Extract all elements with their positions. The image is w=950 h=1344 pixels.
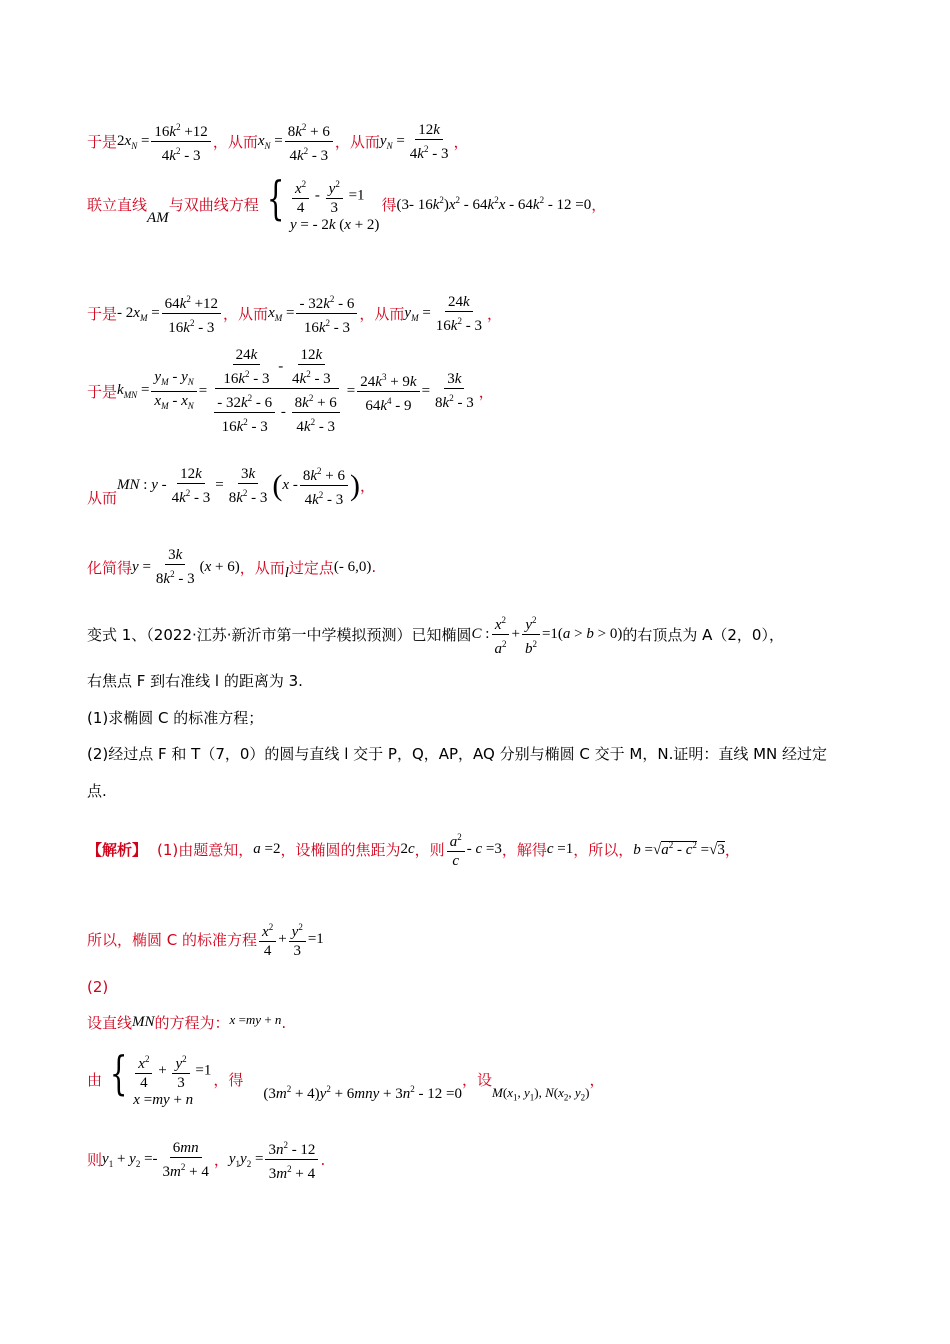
line-5: 从而 MN : y - $\frac{12k}{4k^2 - 3}$ = $\frac{3k}{8k^2 - 3}$ ( x - $\frac{8k^2 + 6}{4k^2 - 3}$ ) ， — [87, 462, 375, 509]
problem-title-a: 变式 1、（2022·江苏·新沂市第一中学模拟预测）已知椭圆 — [87, 626, 472, 644]
frac-24k: $\frac{24k}{16k^2 - 3}$ — [435, 293, 482, 334]
l4-end: ， — [478, 382, 494, 401]
solution-line-3: (2) — [87, 978, 109, 996]
line-1 — [87, 118, 468, 165]
system-mn-ellipse: { $\frac{x^2}{4}$ + $\frac{y^2}{3}$ =1 x =my + n — [109, 1046, 212, 1108]
frac-12k: $\frac{12k}{4k^2 - 3}$ — [409, 121, 449, 162]
l2-am: AM — [147, 210, 169, 226]
l3-end: ， — [486, 305, 502, 323]
l1-end: ， — [453, 133, 469, 151]
problem-q2-cont: 点. — [87, 782, 107, 800]
frac-24k3: $\frac{24k^3 + 9k}{64k^4 - 9}$ — [357, 368, 419, 415]
frac-8k2: $\frac{8k^2 + 6}{4k^2 - 3}$ — [285, 118, 333, 165]
l4-prefix: 于是 — [87, 382, 118, 401]
frac-slope-compound: $\frac{24k}{16k^2 - 3}$ - $\frac{12k}{4k^2 - 3}$ $\frac{- 32k^2 - 6}{16k^2 - 3}$ - $\frac{8k^2 + 6}{4k^2 - 3}$ — [209, 346, 345, 436]
solution-line-1: 【解析】 (1)由题意知， a =2 ，设椭圆的焦距为 2c ，则 $\frac{a^2}{c}$ - c =3 ，解得 c =1 ，所以， $b =√a^2 - c^2 =√3$ ， — [87, 828, 740, 870]
problem-q2: (2)经过点 F 和 T（7，0）的圆与直线 l 交于 P，Q，AP，AQ 分别与椭圆 C 交于 M，N.证明：直线 MN 经过定 — [87, 745, 828, 763]
problem-title: 变式 1、（2022·江苏·新沂市第一中学模拟预测）已知椭圆 C : $\frac{x^2}{a^2}$ + $\frac{y^2}{b^2}$ =1(a > b > 0) 的右顶点为 A（2，0）， — [87, 611, 784, 658]
frac-3k: $\frac{3k}{8k^2 - 3}$ — [435, 371, 474, 411]
l6-mid2: 过定点 — [288, 558, 334, 577]
frac-slope-def: $\frac{y_M - y_N}{x_M - x_N}$ — [151, 368, 196, 415]
math-xn: $x_N$ = — [257, 132, 283, 151]
math-quadratic: (3- $16k^2)x^2 - 64k^2x - 64k^2 - 12 =0$ — [396, 195, 592, 213]
l3-prefix: 于是 — [87, 305, 118, 323]
line-2 — [87, 171, 607, 234]
l6-end: . — [371, 558, 377, 576]
solution-line-6: 则 $y_1 + y_2$ =- $\frac{6mn}{3m^2 + 4}$ ， $y_1y_2$ = $\frac{3n^2 - 12}{3m^2 + 4}$ . — [87, 1136, 325, 1183]
l2-de: 得 — [381, 196, 397, 214]
problem-q1: (1)求椭圆 C 的标准方程； — [87, 709, 264, 727]
math-mn-line: MN : y - — [117, 477, 167, 493]
solution-tag: 【解析】 — [87, 840, 148, 859]
math-xm: $x_M$ = — [268, 304, 295, 323]
math-kmn: $k_{MN}$ = — [117, 382, 150, 400]
l2-prefix: 联立直线 — [87, 196, 148, 214]
frac-32k2: $\frac{- 32k^2 - 6}{16k^2 - 3}$ — [296, 290, 357, 337]
l1-mid2: ，从而 — [334, 133, 380, 151]
math-2xn: $2x_N$ = — [117, 132, 150, 151]
problem-title-b: 的右顶点为 A（2，0）， — [622, 626, 784, 644]
l2-end: ， — [591, 196, 607, 214]
l5-prefix: 从而 — [87, 489, 118, 507]
solution-line-2: 所以，椭圆 C 的标准方程 $\frac{x^2}{4}$ + $\frac{y^2}{3}$ =1 — [87, 918, 324, 960]
solution-line-5: 由 { $\frac{x^2}{4}$ + $\frac{y^2}{3}$ =1 x =my + n ，得 $(3m^2 + 4)y^2 + 6mny + 3n^2 - 12 =0$ ，设 $M(x_1$, $y_1$), $N(x_2$, $y_2$) ， — [87, 1046, 605, 1108]
l1-mid: ，从而 — [212, 133, 258, 151]
solution-line-4: 设直线 MN 的方程为： x =my + n . — [87, 1011, 287, 1032]
line-3 — [87, 290, 502, 337]
math-yn: $y_N$ = — [379, 132, 405, 151]
line-6: 化简得 y = $\frac{3k}{8k^2 - 3}$ (x + 6) ，从而 l 过定点 (- 6,0) . — [87, 547, 377, 587]
l3-mid2: ，从而 — [359, 305, 405, 323]
l2-mid: 与双曲线方程 — [168, 196, 259, 214]
line-4: 于是 $k_{MN}$ = $\frac{y_M - y_N}{x_M - x_N}$ = $\frac{24k}{16k^2 - 3}$ - $\frac{12k}{4k^2 - 3}$ $\frac{- 32k^2 - 6}{16k^2 - 3}$ - $\frac{8k^2 + 6}{4k^2 - 3}$ = $\frac{24k^3 + 9k}{64k^4 - 9}$ = $\frac{3k}{8k^2 - 3}$ ， — [87, 347, 494, 435]
l6-mid: ，从而 — [239, 558, 285, 577]
l6-prefix: 化简得 — [87, 558, 133, 577]
l3-mid: ，从而 — [223, 305, 269, 323]
l1-prefix: 于是 — [87, 133, 118, 151]
frac-64k2: $\frac{64k^2 +12}{16k^2 - 3}$ — [162, 290, 221, 337]
l5-end: ， — [359, 477, 375, 495]
problem-line2: 右焦点 F 到右准线 l 的距离为 3. — [87, 672, 303, 690]
frac-16k2: $\frac{16k^2 +12}{4k^2 - 3}$ — [151, 118, 210, 165]
math-ym: $y_M$ = — [404, 304, 431, 323]
system-am-hyperbola: { $\frac{x^2}{4}$ - $\frac{y^2}{3}$ =1 y = - 2k (x + 2) — [266, 171, 380, 233]
math-2xm: - $2x_M$ = — [117, 304, 160, 323]
